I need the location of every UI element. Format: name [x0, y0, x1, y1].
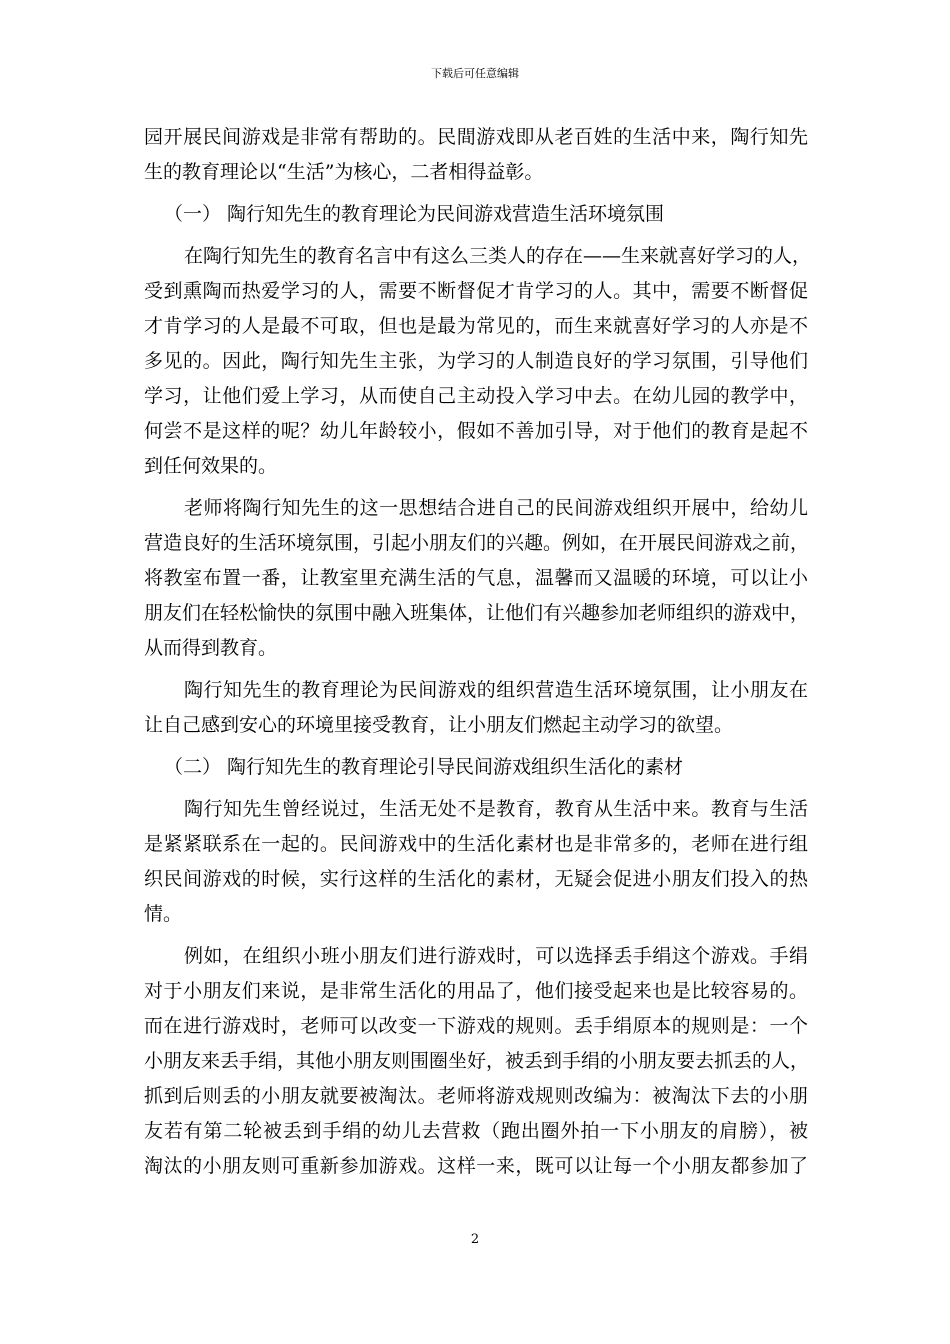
- paragraph-line: 是紧紧联系在一起的。民间游戏中的生活化素材也是非常多的，老师在进行组: [144, 833, 808, 855]
- section-heading: （一） 陶行知先生的教育理论为民间游戏营造生活环境氛围: [164, 203, 665, 225]
- paragraph-line: 老师将陶行知先生的这一思想结合进自己的民间游戏组织开展中，给幼儿: [184, 497, 808, 519]
- paragraph-line: 从而得到教育。: [144, 637, 278, 659]
- paragraph-line: 让自己感到安心的环境里接受教育，让小朋友们燃起主动学习的欲望。: [144, 714, 734, 736]
- paragraph-line: 园开展民间游戏是非常有帮助的。民間游戏即从老百姓的生活中来，陶行知先: [144, 126, 808, 148]
- paragraph-line: 到任何效果的。: [144, 455, 278, 477]
- section-heading: （二） 陶行知先生的教育理论引导民间游戏组织生活化的素材: [164, 756, 684, 778]
- paragraph-line: 陶行知先生曾经说过，生活无处不是教育，教育从生活中来。教育与生活: [184, 798, 808, 820]
- page-header: 下载后可任意编辑: [431, 67, 519, 80]
- paragraph-line: 在陶行知先生的教育名言中有这么三类人的存在——生来就喜好学习的人，: [184, 245, 812, 267]
- paragraph-line: 友若有第二轮被丢到手绢的幼儿去营救（跑出圈外拍一下小朋友的肩膀），被: [144, 1120, 808, 1142]
- paragraph-line: 陶行知先生的教育理论为民间游戏的组织营造生活环境氛围，让小朋友在: [184, 679, 808, 701]
- paragraph-line: 小朋友来丢手绢，其他小朋友则围圈坐好，被丢到手绢的小朋友要去抓丢的人，: [144, 1050, 810, 1072]
- page-number: 2: [470, 1232, 480, 1247]
- paragraph-line: 淘汰的小朋友则可重新参加游戏。这样一来，既可以让每一个小朋友都参加了: [144, 1155, 808, 1177]
- paragraph-line: 才肯学习的人是最不可取，但也是最为常见的，而生来就喜好学习的人亦是不: [144, 315, 808, 337]
- paragraph-line: 例如，在组织小班小朋友们进行游戏时，可以选择丢手绢这个游戏。手绢: [184, 945, 808, 967]
- paragraph-line: 织民间游戏的时候，实行这样的生活化的素材，无疑会促进小朋友们投入的热: [144, 868, 808, 890]
- paragraph-line: 受到熏陶而热爱学习的人，需要不断督促才肯学习的人。其中，需要不断督促: [144, 280, 808, 302]
- document-body: [144, 120, 812, 1184]
- paragraph-line: 多见的。因此，陶行知先生主张，为学习的人制造良好的学习氛围，引导他们: [144, 350, 808, 372]
- paragraph-line: 对于小朋友们来说，是非常生活化的用品了，他们接受起来也是比较容易的。: [144, 980, 808, 1002]
- paragraph-line: 生的教育理论以“生活”为核心，二者相得益彰。: [144, 161, 544, 183]
- paragraph-line: 何尝不是这样的呢？幼儿年龄较小，假如不善加引导，对于他们的教育是起不: [144, 420, 808, 442]
- paragraph-line: 而在进行游戏时，老师可以改变一下游戏的规则。丢手绢原本的规则是：一个: [144, 1015, 808, 1037]
- paragraph-line: 朋友们在轻松愉快的氛围中融入班集体，让他们有兴趣参加老师组织的游戏中，: [144, 602, 810, 624]
- paragraph-line: 营造良好的生活环境氛围，引起小朋友们的兴趣。例如，在开展民间游戏之前，: [144, 532, 810, 554]
- paragraph-line: 学习，让他们爱上学习，从而使自己主动投入学习中去。在幼儿园的教学中，: [144, 385, 808, 407]
- paragraph-line: 抓到后则丢的小朋友就要被淘汰。老师将游戏规则改编为：被淘汰下去的小朋: [144, 1085, 808, 1107]
- paragraph-line: 情。: [144, 903, 183, 925]
- paragraph-line: 将教室布置一番，让教室里充满生活的气息，温馨而又温暖的环境，可以让小: [144, 567, 808, 589]
